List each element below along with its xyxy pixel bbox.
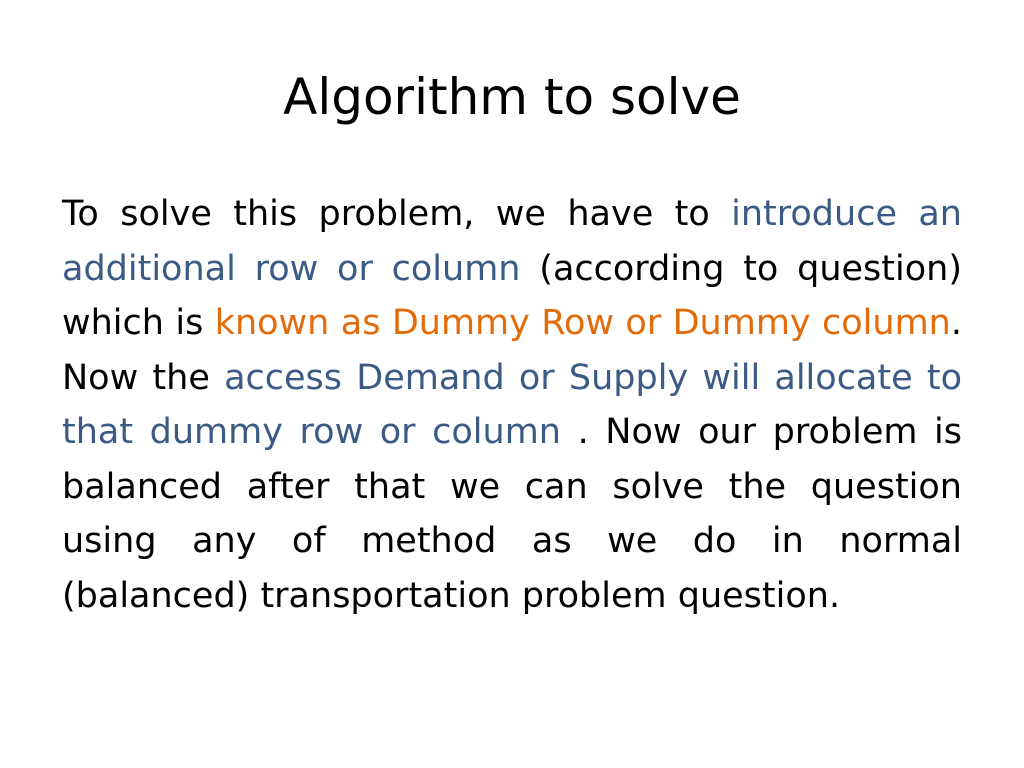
body-text-segment: (according to question) which is bbox=[62, 248, 962, 343]
body-highlight-blue: introduce an additional row or column bbox=[62, 194, 962, 289]
body-text-segment: . Now our problem is balanced after that we can solve the question using any of method as we do in normal (balanced) transportation problem question. bbox=[62, 412, 962, 616]
body-text-segment: To solve this problem, we have to bbox=[62, 194, 732, 234]
body-highlight-orange: known as Dummy Row or Dummy column bbox=[214, 303, 951, 343]
body-highlight-blue: access Demand or Supply will allocate to that dummy row or column bbox=[62, 357, 962, 452]
slide-body-paragraph bbox=[62, 187, 962, 623]
body-text-segment: . Now the bbox=[62, 303, 962, 398]
slide-title: Algorithm to solve bbox=[283, 68, 741, 126]
